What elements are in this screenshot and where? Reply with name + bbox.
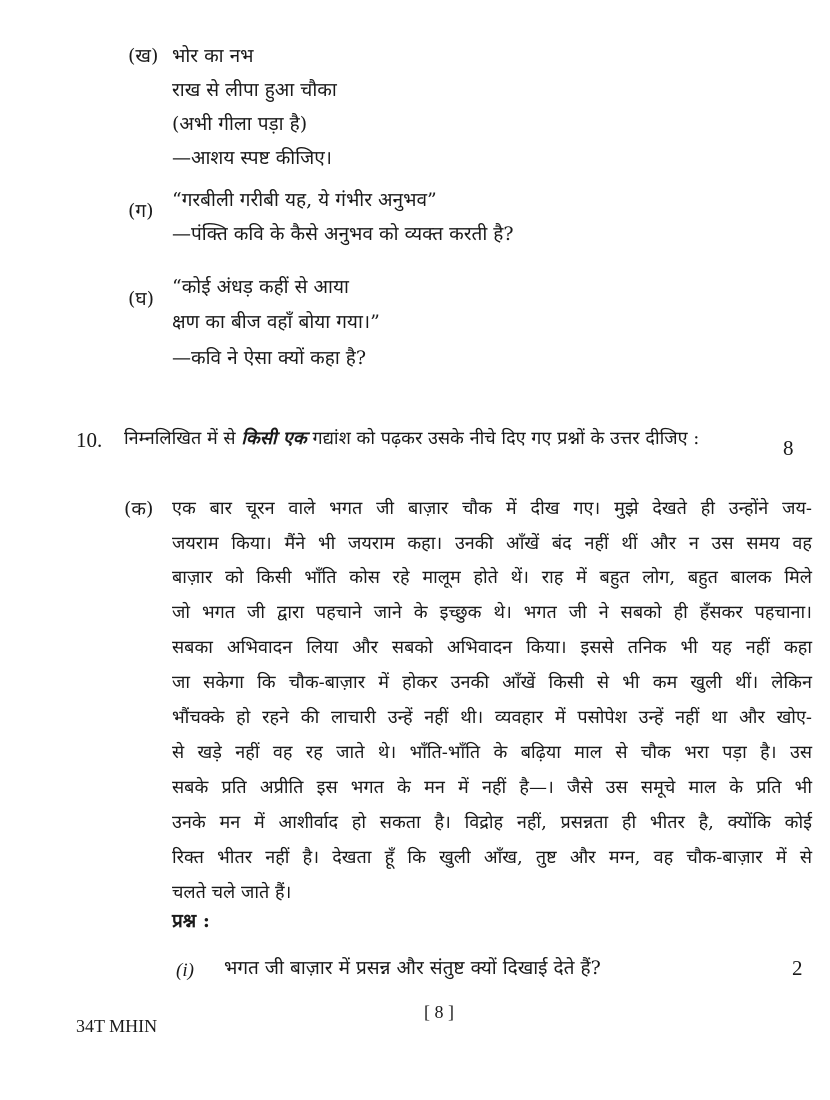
footer-code: 34T MHIN — [76, 1016, 158, 1036]
question-i-marks: 2 — [792, 956, 803, 980]
kha-line-4: —आशय स्पष्ट कीजिए। — [172, 147, 332, 169]
passage-line-12: चलते चले जाते हैं। — [172, 882, 292, 903]
question-10-number: 10. — [76, 428, 103, 452]
passage-label: (क) — [124, 498, 154, 520]
kha-line-2: राख से लीपा हुआ चौका — [172, 79, 337, 101]
passage-line-8: से खड़े नहीं वह रह जाते थे। भाँति-भाँति के बढ़िया माल से चौक भरा पड़ा है। उस — [172, 742, 812, 763]
passage-line-2: जयराम किया। मैंने भी जयराम कहा। उनकी आँखें बंद नहीं थीं और न उस समय वह — [172, 533, 812, 554]
passage-line-1: एक बार चूरन वाले भगत जी बाज़ार चौक में दीख गए। मुझे देखते ही उन्होंने जय- — [172, 498, 812, 519]
page-number: [ 8 ] — [424, 1002, 454, 1022]
passage-line-9: सबके प्रति अप्रीति इस भगत के मन में नहीं है—। जैसे उस समूचे माल के प्रति भी — [172, 777, 812, 798]
question-i-text: भगत जी बाज़ार में प्रसन्न और संतुष्ट क्यों दिखाई देते हैं? — [224, 957, 601, 979]
gha-line-3: —कवि ने ऐसा क्यों कहा है? — [172, 347, 367, 369]
question-10-marks: 8 — [783, 436, 794, 460]
questions-heading: प्रश्न : — [172, 910, 210, 932]
question-10-text-before: निम्नलिखित में से — [124, 428, 236, 449]
section-ga-label: (ग) — [128, 200, 154, 222]
kha-line-3: (अभी गीला पड़ा है) — [172, 113, 308, 135]
passage-line-11: रिक्त भीतर नहीं है। देखता हूँ कि खुली आँख, तुष्ट और मग्न, वह चौक-बाज़ार में से — [172, 847, 812, 868]
question-10-instruction — [124, 427, 699, 451]
ga-line-1: “गरबीली गरीबी यह, ये गंभीर अनुभव” — [172, 189, 437, 211]
gha-line-1: “कोई अंधड़ कहीं से आया — [172, 276, 349, 298]
question-10-emphasis: किसी एक — [241, 428, 307, 449]
kha-line-1: भोर का नभ — [172, 45, 254, 67]
passage-line-10: उनके मन में आशीर्वाद हो सकता है। विद्रोह नहीं, प्रसन्नता ही भीतर है, क्योंकि कोई — [172, 812, 812, 833]
passage-line-5: सबका अभिवादन लिया और सबको अभिवादन किया। इससे तनिक भी यह नहीं कहा — [172, 637, 812, 658]
ga-line-2: —पंक्ति कवि के कैसे अनुभव को व्यक्त करती है? — [172, 223, 514, 245]
question-10-text-after: गद्यांश को पढ़कर उसके नीचे दिए गए प्रश्नों के उत्तर दीजिए : — [312, 428, 700, 449]
passage-line-4: जो भगत जी द्वारा पहचाने जाने के इच्छुक थे। भगत जी ने सबको ही हँसकर पहचाना। — [172, 602, 812, 623]
section-kha-label: (ख) — [128, 45, 159, 67]
section-gha-label: (घ) — [128, 288, 155, 310]
passage-line-3: बाज़ार को किसी भाँति कोस रहे मालूम होते थें। राह में बहुत लोग, बहुत बालक मिले — [172, 567, 812, 588]
passage-line-7: भौंचक्के हो रहने की लाचारी उन्हें नहीं थी। व्यवहार में पसोपेश उन्हें नहीं था और खोए- — [172, 707, 812, 728]
question-i-number: (i) — [176, 960, 194, 981]
passage-line-6: जा सकेगा कि चौक-बाज़ार में होकर उनकी आँखें किसी से भी कम खुली थीं। लेकिन — [172, 672, 812, 693]
gha-line-2: क्षण का बीज वहाँ बोया गया।” — [172, 311, 380, 333]
